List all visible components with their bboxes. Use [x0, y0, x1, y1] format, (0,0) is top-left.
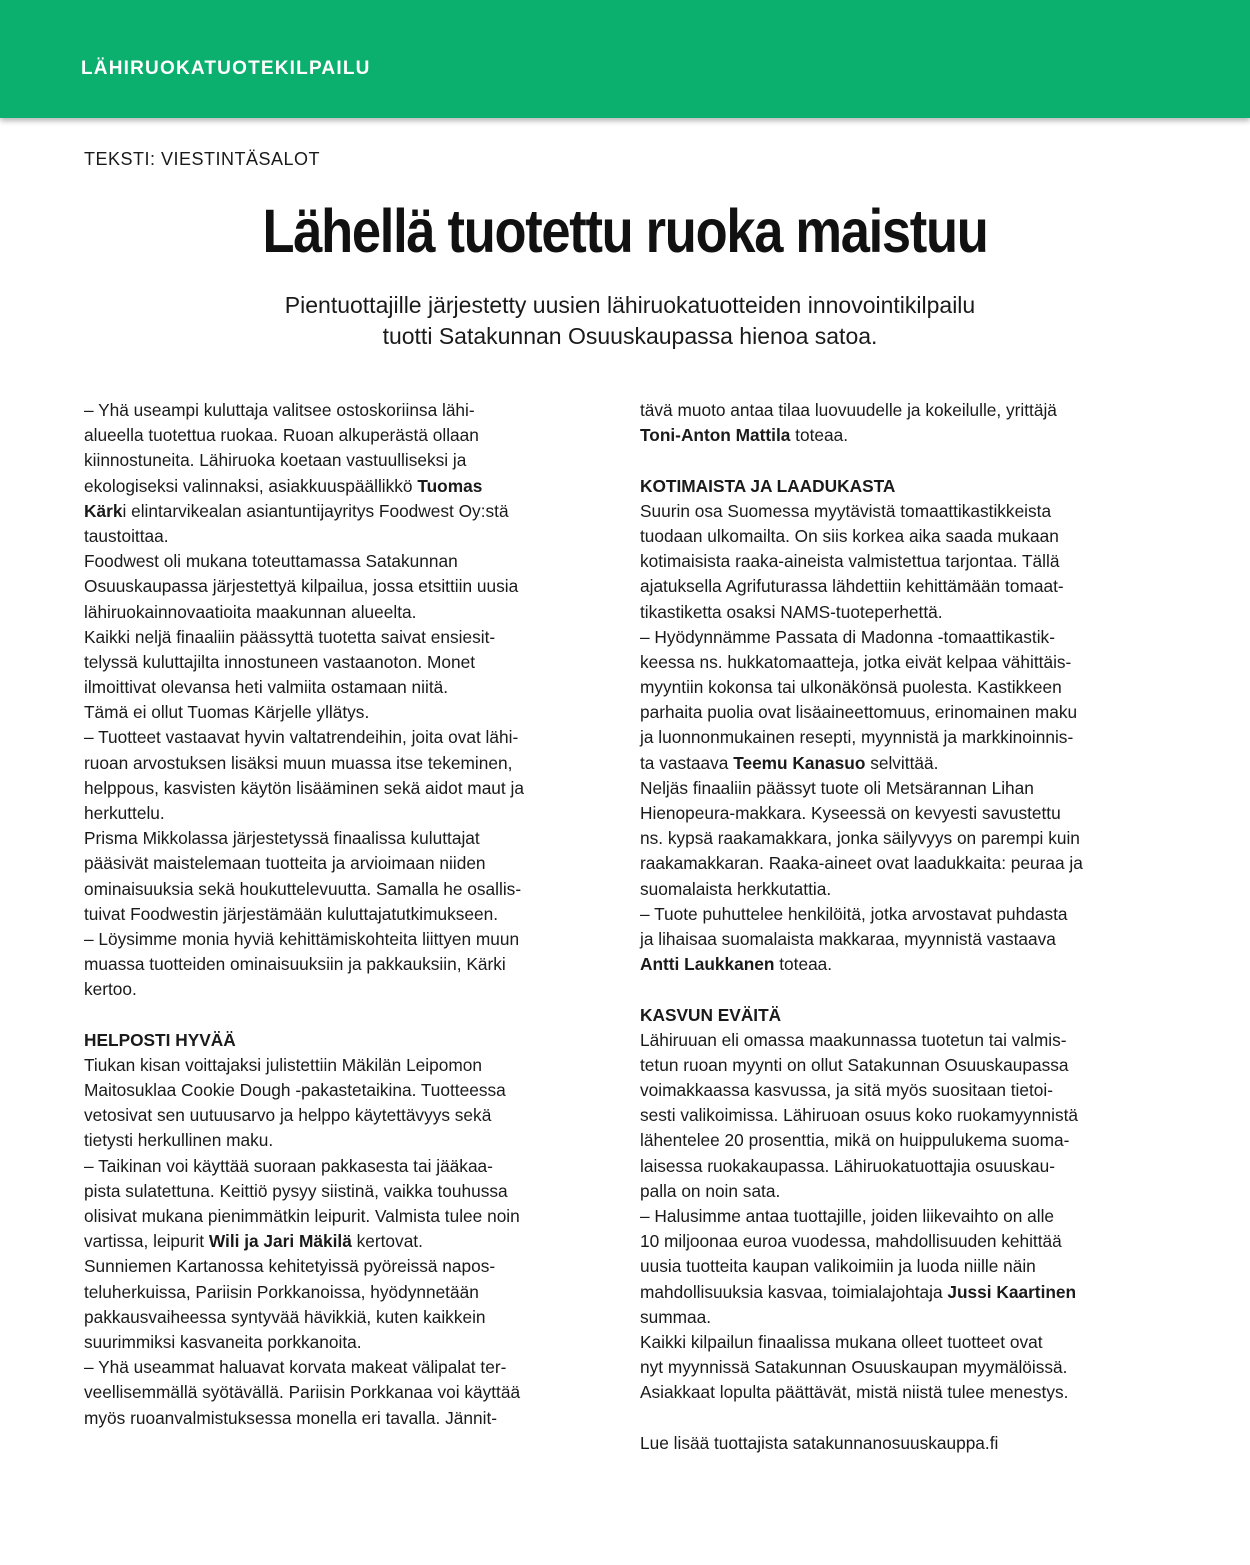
text-line: ekologiseksi valinnaksi, asiakkuuspäällikkö Tuomas [84, 475, 483, 496]
text-line: kiinnostuneita. Lähiruoka koetaan vastuulliseksi ja [84, 450, 467, 471]
text-line: voimakkaassa kasvussa, ja sitä myös suositaan tietoi- [640, 1080, 1054, 1101]
text-line: Hienopeura-makkara. Kyseessä on kevyesti savustettu [640, 803, 1061, 823]
text-line: Toni-Anton Mattila toteaa. [640, 425, 849, 446]
person-name: Tuomas [417, 475, 483, 496]
byline: TEKSTI: VIESTINTÄSALOT [84, 149, 321, 169]
text-line: tietysti herkullinen maku. [84, 1130, 274, 1151]
text-line: Prisma Mikkolassa järjestetyssä finaalissa kuluttajat [84, 828, 480, 849]
text-line: Suurin osa Suomessa myytävistä tomaattikastikkeista [640, 500, 1052, 521]
person-name: Kärk [84, 500, 123, 521]
text-line: laisessa ruokakaupassa. Lähiruokatuottajia osuuskau- [640, 1155, 1056, 1176]
text-line: myyntiin kokonsa tai ulkonäkönsä puolesta. Kastikkeen [640, 677, 1062, 698]
text-line: Foodwest oli mukana toteuttamassa Satakunnan [84, 551, 458, 572]
text-line: suomalaista herkkutattia. [640, 878, 832, 899]
article-lead [120, 290, 1140, 352]
paragraph-gap [640, 977, 1185, 1002]
text-line: Lähiruuan eli omassa maakunnassa tuotetun tai valmis- [640, 1029, 1067, 1050]
text-line: pääsivät maistelemaan tuotteita ja arvioimaan niiden [84, 853, 486, 874]
text-line: pista sulatettuna. Keittiö pysyy siistinä, vaikka touhussa [84, 1180, 508, 1201]
right-column [640, 398, 1185, 1456]
text-line: myös ruoanvalmistuksessa monella eri tavalla. Jännit- [84, 1407, 498, 1428]
text-line: Neljäs finaaliin päässyt tuote oli Metsärannan Lihan [640, 777, 1034, 798]
section-label: LÄHIRUOKATUOTEKILPAILU [81, 58, 371, 79]
text-line: – Yhä useampi kuluttaja valitsee ostoskoriinsa lähi- [84, 400, 475, 420]
text-line: ja lihaisaa suomalaista makkaraa, myynnistä vastaava [640, 928, 1056, 949]
text-line: Kärki elintarvikealan asiantuntijayritys Foodwest Oy:stä [84, 500, 509, 521]
text-line: summaa. [640, 1306, 712, 1327]
text-line: – Tuote puhuttelee henkilöitä, jotka arvostavat puhdasta [640, 903, 1068, 924]
text-line: ns. kypsä raakamakkara, jonka säilyvyys on parempi kuin [640, 828, 1080, 849]
text-line: vetosivat sen uutuusarvo ja helppo käytettävyys sekä [84, 1105, 492, 1126]
text-line: keessa ns. hukkatomaatteja, jotka eivät kelpaa vähittäis- [640, 651, 1072, 672]
text-line: – Hyödynnämme Passata di Madonna -tomaattikastik- [640, 626, 1055, 647]
text-line: Tiukan kisan voittajaksi julistettiin Mäkilän Leipomon [84, 1054, 482, 1075]
text-line: parhaita puolia ovat lisäaineettomuus, erinomainen maku [640, 702, 1078, 723]
text-line: raakamakkaran. Raaka-aineet ovat laadukkaita: peuraa ja [640, 853, 1083, 874]
paragraph-gap [640, 448, 1185, 473]
left-column [84, 398, 624, 1431]
text-line: Tämä ei ollut Tuomas Kärjelle yllätys. [84, 702, 370, 723]
text-line: Kaikki kilpailun finaalissa mukana olleet tuotteet ovat [640, 1331, 1043, 1352]
text-line: vartissa, leipurit Wili ja Jari Mäkilä kertovat. [84, 1231, 423, 1252]
text-line: – Tuotteet vastaavat hyvin valtatrendeihin, joita ovat lähi- [84, 727, 519, 748]
text-line: – Halusimme antaa tuottajille, joiden liikevaihto on alle [640, 1206, 1055, 1226]
person-name: Toni-Anton Mattila [640, 425, 791, 446]
lead-line: Pientuottajille järjestetty uusien lähiruokatuotteiden innovointikilpailu [284, 292, 976, 318]
person-name: Antti Laukkanen [640, 954, 775, 975]
text-line: – Löysimme monia hyviä kehittämiskohteita liittyen muun [84, 928, 520, 949]
text-line: taustoittaa. [84, 525, 169, 546]
text-line: Lue lisää tuottajista satakunnanosuuskauppa.fi [640, 1432, 999, 1453]
text-line: ajatuksella Agrifuturassa lähdettiin kehittämään tomaat- [640, 576, 1064, 597]
text-line: ta vastaava Teemu Kanasuo selvittää. [640, 752, 939, 773]
text-line: tävä muoto antaa tilaa luovuudelle ja kokeilulle, yrittäjä [640, 400, 1057, 420]
text-line: Antti Laukkanen toteaa. [640, 954, 833, 975]
text-line: tuivat Foodwestin järjestämään kuluttajatutkimukseen. [84, 903, 498, 924]
text-line: – Taikinan voi käyttää suoraan pakkasesta tai jääkaa- [84, 1155, 493, 1176]
text-line: tikastiketta osaksi NAMS-tuoteperhettä. [640, 601, 943, 622]
text-line: tetun ruoan myynti on ollut Satakunnan Osuuskaupassa [640, 1054, 1069, 1075]
header-banner [0, 0, 1250, 118]
text-line: tuodaan ulkomailta. On siis korkea aika saada mukaan [640, 525, 1059, 546]
paragraph-gap [640, 1406, 1185, 1431]
person-name: Wili ja Jari Mäkilä [208, 1231, 352, 1252]
text-line: kotimaisista raaka-aineista valmistettua tarjontaa. Tällä [640, 551, 1060, 572]
text-line: telyssä kuluttajilta innostuneen vastaanoton. Monet [84, 651, 475, 672]
text-line: sesti valikoimissa. Lähiruoan osuus koko ruokamyynnistä [640, 1105, 1078, 1126]
text-line: ominaisuuksia sekä houkuttelevuutta. Samalla he osallis- [84, 878, 522, 899]
text-line: lähiruokainnovaatioita maakunnan alueelta. [84, 601, 417, 622]
text-line: uusia tuotteita kaupan valikoimiin ja luoda niille näin [640, 1256, 1036, 1277]
text-line: Kaikki neljä finaaliin päässyttä tuotetta saivat ensiesit- [84, 626, 496, 647]
text-line: – Yhä useammat haluavat korvata makeat välipalat ter- [84, 1357, 507, 1378]
text-line: herkuttelu. [84, 803, 165, 823]
text-line: 10 miljoonaa euroa vuodessa, mahdollisuuden kehittää [640, 1231, 1062, 1252]
text-line: Maitosuklaa Cookie Dough -pakastetaikina. Tuotteessa [84, 1080, 506, 1101]
text-line: nyt myynnissä Satakunnan Osuuskaupan myymälöissä. [640, 1357, 1068, 1378]
text-line: suurimmiksi kasvaneita porkkanoita. [84, 1331, 362, 1352]
text-line: alueella tuotettua ruokaa. Ruoan alkuperästä ollaan [84, 425, 479, 446]
text-line: ruoan arvostuksen lisäksi muun muassa itse tekeminen, [84, 752, 513, 773]
text-line: Osuuskaupassa järjestettyä kilpailua, jossa etsittiin uusia [84, 576, 519, 597]
text-line: ilmoittivat olevansa heti valmiita ostamaan niitä. [84, 677, 449, 698]
text-line: palla on noin sata. [640, 1180, 781, 1201]
text-line: mahdollisuuksia kasvaa, toimialajohtaja Jussi Kaartinen [640, 1281, 1077, 1302]
person-name: Teemu Kanasuo [733, 752, 866, 773]
text-line: Sunniemen Kartanossa kehitetyissä pyöreissä napos- [84, 1256, 496, 1277]
text-line: veellisemmällä syötävällä. Pariisin Porkkanaa voi käyttää [84, 1382, 521, 1403]
text-line: teluherkuissa, Pariisin Porkkanoissa, hyödynnetään [84, 1281, 479, 1302]
text-line: Asiakkaat lopulta päättävät, mistä niistä tulee menestys. [640, 1382, 1069, 1403]
lead-line: tuotti Satakunnan Osuuskaupassa hienoa satoa. [382, 323, 878, 349]
text-line: pakkausvaiheessa syntyvää hävikkiä, kuten kaikkein [84, 1306, 486, 1327]
section-heading: KOTIMAISTA JA LAADUKASTA [640, 475, 896, 496]
section-heading: HELPOSTI HYVÄÄ [84, 1029, 236, 1050]
text-line: ja luonnonmukainen resepti, myynnistä ja markkinoinnis- [640, 727, 1074, 748]
text-line: lähentelee 20 prosenttia, mikä on huippulukema suoma- [640, 1130, 1070, 1151]
text-line: olisivat mukana pienimmätkin leipurit. Valmista tulee noin [84, 1206, 520, 1226]
paragraph-gap [84, 1003, 624, 1028]
section-heading: KASVUN EVÄITÄ [640, 1004, 782, 1025]
article-title: Lähellä tuotettu ruoka maistuu [262, 197, 988, 265]
person-name: Jussi Kaartinen [947, 1281, 1077, 1302]
text-line: kertoo. [84, 979, 137, 1000]
text-line: helppous, kasvisten käytön lisääminen sekä aidot maut ja [84, 777, 524, 798]
text-line: muassa tuotteiden ominaisuuksiin ja pakkauksiin, Kärki [84, 954, 506, 975]
